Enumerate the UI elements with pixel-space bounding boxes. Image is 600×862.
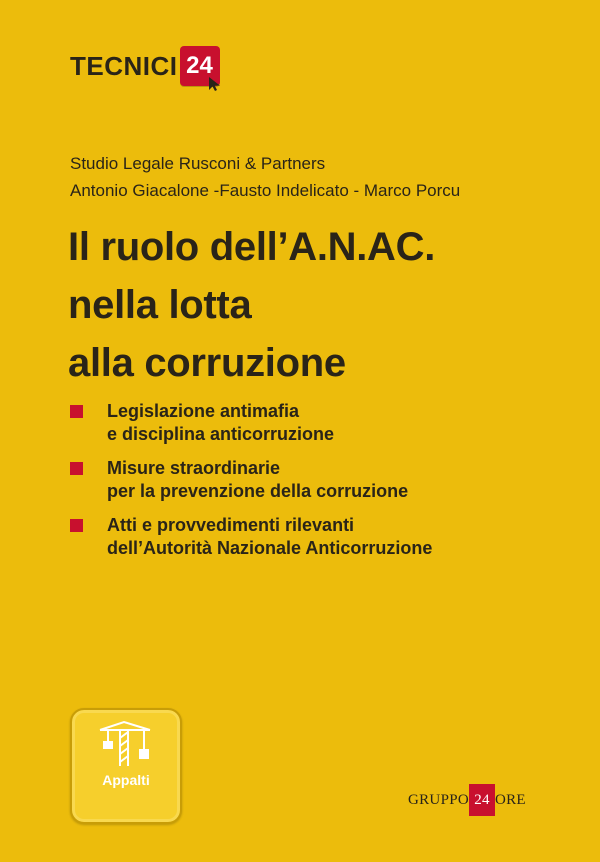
brand-name: TECNICI bbox=[70, 50, 178, 81]
topic-text: Legislazione antimafia e disciplina anticorruzione bbox=[107, 401, 335, 444]
authors-block bbox=[70, 150, 460, 204]
topic-item bbox=[70, 400, 570, 446]
title-line: nella lotta bbox=[68, 283, 252, 327]
topic-item bbox=[70, 457, 570, 503]
publisher-logo bbox=[408, 784, 526, 816]
publisher-suffix: ORE bbox=[495, 791, 526, 808]
topic-text: Misure straordinarie per la prevenzione della corruzione bbox=[107, 458, 409, 501]
brand-badge-number: 24 bbox=[186, 52, 213, 79]
title-line: alla corruzione bbox=[68, 341, 346, 385]
brand-badge bbox=[180, 46, 220, 86]
author-names: Antonio Giacalone -Fausto Indelicato - Marco Porcu bbox=[70, 181, 461, 200]
title-line: Il ruolo dell’A.N.AC. bbox=[68, 225, 436, 269]
series-label: Appalti bbox=[102, 772, 150, 788]
law-firm: Studio Legale Rusconi & Partners bbox=[70, 154, 326, 173]
publisher-prefix: GRUPPO bbox=[408, 791, 469, 808]
cursor-icon bbox=[208, 76, 222, 92]
publisher-badge: 24 bbox=[469, 784, 495, 816]
bullet-square-icon bbox=[70, 405, 83, 418]
topics-list bbox=[70, 400, 570, 571]
crane-icon bbox=[98, 720, 154, 768]
topic-item bbox=[70, 514, 570, 560]
topic-text: Atti e provvedimenti rilevanti dell’Autorità Nazionale Anticorruzione bbox=[107, 515, 433, 558]
bullet-square-icon bbox=[70, 462, 83, 475]
book-title bbox=[68, 218, 435, 392]
tecnici24-logo bbox=[70, 42, 220, 90]
series-badge bbox=[70, 708, 182, 824]
bullet-square-icon bbox=[70, 519, 83, 532]
